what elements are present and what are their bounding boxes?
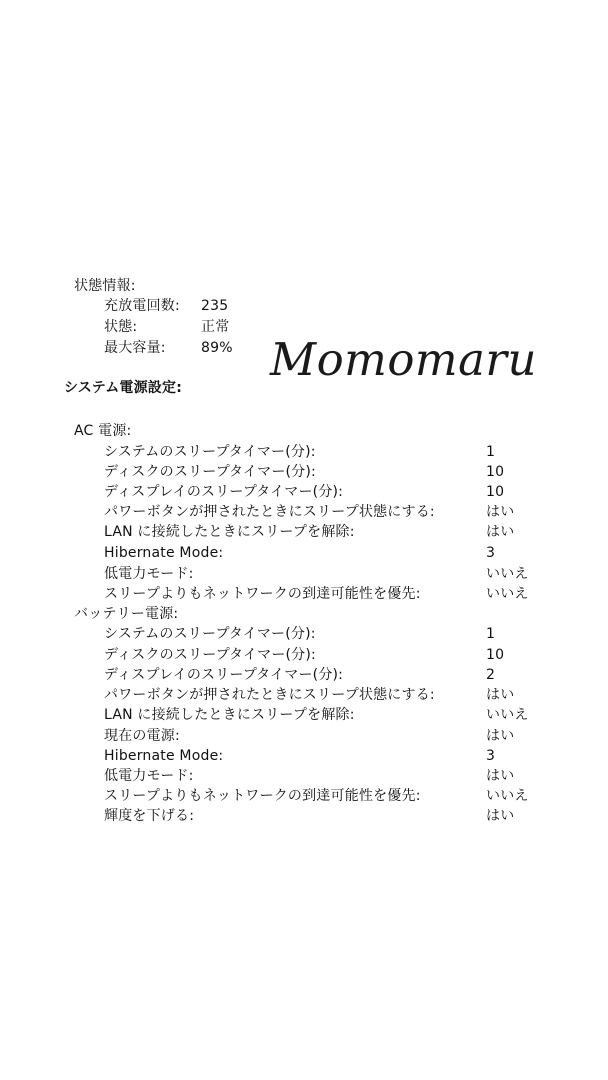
ac-setting-value: 1 (486, 444, 496, 460)
max-capacity-value: 89% (201, 340, 233, 356)
ac-setting-value: はい (486, 524, 515, 540)
battery-setting-label: Hibernate Mode: (104, 748, 224, 764)
ac-setting-label: パワーボタンが押されたときにスリープ状態にする: (104, 504, 435, 520)
ac-setting-label: Hibernate Mode: (104, 545, 224, 561)
ac-setting-value: 3 (486, 545, 496, 561)
battery-setting-label: ディスクのスリープタイマー(分): (104, 647, 316, 663)
battery-setting-value: はい (486, 808, 515, 824)
battery-setting-value: はい (486, 728, 515, 744)
battery-setting-value: 3 (486, 748, 496, 764)
condition-value: 正常 (201, 319, 230, 335)
ac-setting-label: LAN に接続したときにスリープを解除: (104, 524, 355, 540)
ac-setting-value: 10 (486, 464, 505, 480)
battery-setting-label: スリープよりもネットワークの到達可能性を優先: (104, 788, 421, 804)
ac-setting-label: ディスクのスリープタイマー(分): (104, 464, 316, 480)
battery-setting-label: ディスプレイのスリープタイマー(分): (104, 667, 344, 683)
battery-setting-value: 10 (486, 647, 505, 663)
battery-setting-label: システムのスリープタイマー(分): (104, 626, 316, 642)
cycle-count-value: 235 (201, 298, 229, 314)
power-settings-heading: システム電源設定: (64, 380, 182, 396)
battery-setting-label: パワーボタンが押されたときにスリープ状態にする: (104, 687, 435, 703)
battery-setting-label: 低電力モード: (104, 768, 194, 784)
ac-power-heading: AC 電源: (74, 423, 132, 439)
watermark-signature: Momomaru (270, 333, 537, 386)
ac-setting-value: いいえ (486, 566, 529, 582)
cycle-count-label: 充放電回数: (104, 298, 180, 314)
ac-setting-value: 10 (486, 484, 505, 500)
battery-setting-value: はい (486, 768, 515, 784)
battery-setting-label: 現在の電源: (104, 728, 180, 744)
battery-power-heading: バッテリー電源: (74, 606, 179, 622)
battery-setting-value: はい (486, 687, 515, 703)
status-info-heading: 状態情報: (74, 278, 136, 294)
ac-setting-label: ディスプレイのスリープタイマー(分): (104, 484, 344, 500)
ac-setting-label: システムのスリープタイマー(分): (104, 444, 316, 460)
ac-setting-label: 低電力モード: (104, 566, 194, 582)
condition-label: 状態: (104, 319, 138, 335)
battery-setting-value: いいえ (486, 707, 529, 723)
max-capacity-label: 最大容量: (104, 340, 166, 356)
battery-setting-label: LAN に接続したときにスリープを解除: (104, 707, 355, 723)
battery-setting-value: 1 (486, 626, 496, 642)
ac-setting-label: スリープよりもネットワークの到達可能性を優先: (104, 586, 421, 602)
ac-setting-value: はい (486, 504, 515, 520)
battery-setting-value: いいえ (486, 788, 529, 804)
ac-setting-value: いいえ (486, 586, 529, 602)
battery-setting-label: 輝度を下げる: (104, 808, 195, 824)
battery-setting-value: 2 (486, 667, 496, 683)
